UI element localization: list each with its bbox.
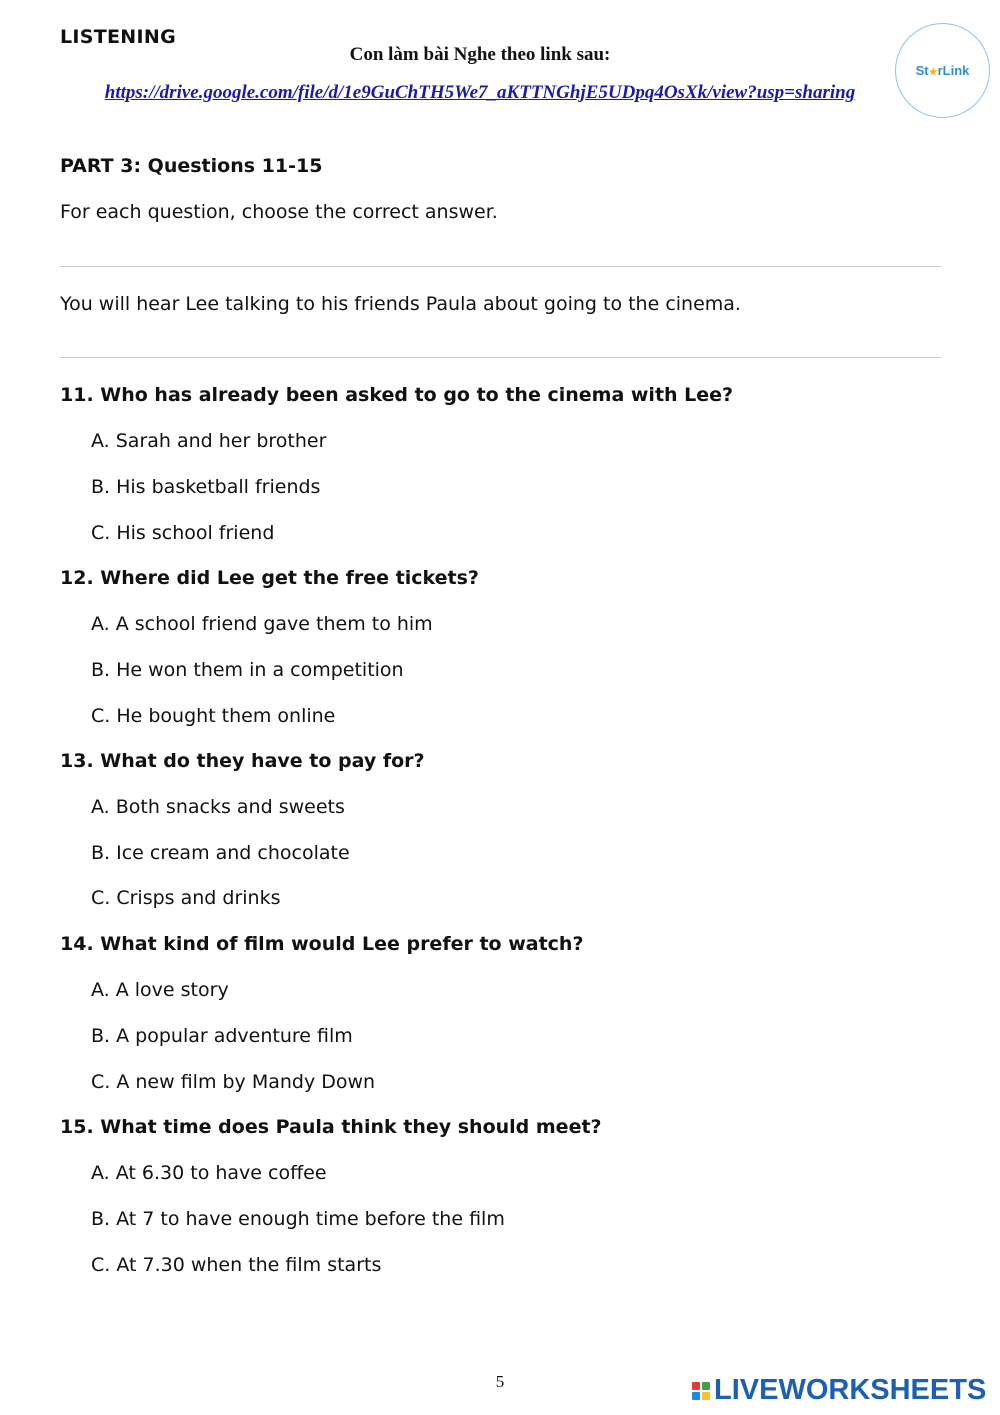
question-14: 14. What kind of film would Lee prefer to watch? xyxy=(60,933,584,955)
audio-instruction: Con làm bài Nghe theo link sau: xyxy=(349,44,611,65)
answer-option[interactable]: B. At 7 to have enough time before the film xyxy=(91,1208,505,1230)
section-title: LISTENING xyxy=(60,26,176,48)
brand-square xyxy=(692,1382,700,1390)
starlink-logo xyxy=(895,23,990,118)
divider xyxy=(60,266,941,267)
brand-name: LIVEWORKSHEETS xyxy=(714,1374,987,1406)
divider xyxy=(60,357,941,358)
part-title: PART 3: Questions 11-15 xyxy=(60,155,323,177)
answer-option[interactable]: B. He won them in a competition xyxy=(91,659,404,681)
answer-option[interactable]: A. Sarah and her brother xyxy=(91,430,327,452)
brand-square xyxy=(702,1392,710,1400)
answer-option[interactable]: A. At 6.30 to have coffee xyxy=(91,1162,327,1184)
brand-square xyxy=(702,1382,710,1390)
answer-option[interactable]: B. Ice cream and chocolate xyxy=(91,842,350,864)
answer-option[interactable]: C. Crisps and drinks xyxy=(91,887,281,909)
star-icon: ★ xyxy=(928,67,938,78)
listening-context: You will hear Lee talking to his friends Paula about going to the cinema. xyxy=(60,293,741,315)
logo-text: St★rLink xyxy=(915,63,970,78)
answer-option[interactable]: C. His school friend xyxy=(91,522,275,544)
answer-option[interactable]: B. A popular adventure film xyxy=(91,1025,353,1047)
answer-option[interactable]: A. Both snacks and sweets xyxy=(91,796,345,818)
answer-option[interactable]: A. A love story xyxy=(91,979,229,1001)
liveworksheets-icon xyxy=(692,1382,710,1400)
question-12: 12. Where did Lee get the free tickets? xyxy=(60,567,479,589)
page-number: 5 xyxy=(495,1372,505,1391)
brand-square xyxy=(692,1392,700,1400)
answer-option[interactable]: C. At 7.30 when the film starts xyxy=(91,1254,382,1276)
question-13: 13. What do they have to pay for? xyxy=(60,750,425,772)
audio-link[interactable]: https://drive.google.com/file/d/1e9GuChTH5We7_aKTTNGhjE5UDpq4OsXk/view?usp=sharing xyxy=(104,82,856,103)
answer-option[interactable]: C. A new film by Mandy Down xyxy=(91,1071,376,1093)
question-11: 11. Who has already been asked to go to the cinema with Lee? xyxy=(60,384,734,406)
question-15: 15. What time does Paula think they should meet? xyxy=(60,1116,602,1138)
answer-option[interactable]: A. A school friend gave them to him xyxy=(91,613,433,635)
answer-option[interactable]: B. His basketball friends xyxy=(91,476,321,498)
liveworksheets-logo xyxy=(692,1374,986,1407)
answer-option[interactable]: C. He bought them online xyxy=(91,705,336,727)
part-instruction: For each question, choose the correct answer. xyxy=(60,201,498,223)
